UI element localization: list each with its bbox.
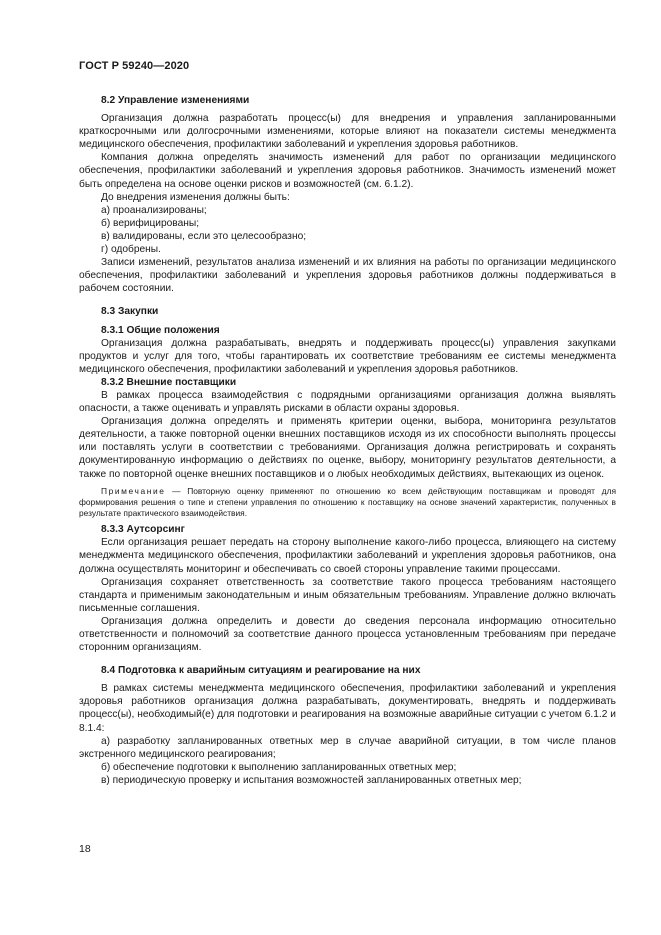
section-heading-8-3: 8.3 Закупки — [101, 306, 159, 318]
list-item: а) разработку запланированных ответных мер в случае аварийной ситуации, в том числе планов экстренного медицинского реагирования; — [79, 735, 616, 760]
note — [79, 486, 616, 520]
document-header: ГОСТ Р 59240—2020 — [79, 60, 190, 72]
list-item: в) периодическую проверку и испытания возможностей запланированных ответных мер; — [101, 774, 522, 786]
page-body — [79, 94, 616, 787]
paragraph: До внедрения изменения должны быть: — [101, 191, 290, 203]
paragraph: Организация должна определить и довести до сведения персонала информацию относительно ответственности и полномочий за соответствие данного процесса установленным требованиям при передаче сторонним организациям. — [79, 615, 616, 654]
note-label: Примечание — [101, 485, 166, 496]
paragraph: Записи изменений, результатов анализа изменений и их влияния на работы по организации медицинского обеспечения, профилактики заболеваний и укрепления здоровья работников должны поддерживаться в рабочем состоянии. — [79, 257, 616, 295]
paragraph: Организация сохраняет ответственность за соответствие такого процесса требованиям настоящего стандарта и применимым законодательным и иным обязательным требованиям. Управление должно включать письменные соглашения. — [79, 576, 616, 614]
section-heading-8-3-1: 8.3.1 Общие положения — [101, 324, 220, 336]
paragraph: Организация должна определять и применять критерии оценки, выбора, мониторинга результатов деятельности, а также повторной оценки внешних поставщиков исходя из их способности выполнять процессы или поставлять услуги в соответствии с требованиями. Организация должна регистрировать и сохранять документированную информацию о действиях по оценке, выбору, мониторингу результатов деятельности, а также по повторной оценке внешних поставщиков и о любых необходимых действиях, вытекающих из оценок. — [79, 416, 616, 480]
paragraph: Компания должна определять значимость изменений для работ по организации медицинского обеспечения, профилактики заболеваний и укрепления здоровья работников. Значимость изменений может быть определена на основе оценки рисков и возможностей (см. 6.1.2). — [79, 152, 616, 190]
paragraph: Организация должна разрабатывать, внедрять и поддерживать процесс(ы) управления закупками продуктов и услуг для того, чтобы гарантировать их соответствие требованиям ее системы менеджмента медицинского обеспечения, профилактики заболеваний и укрепления здоровья работников. — [79, 337, 616, 375]
page-number: 18 — [79, 843, 91, 855]
section-heading-8-3-3: 8.3.3 Аутсорсинг — [101, 524, 185, 536]
list-item: б) верифицированы; — [101, 217, 200, 229]
list-item: г) одобрены. — [101, 244, 161, 256]
list-item: в) валидированы, если это целесообразно; — [101, 230, 307, 242]
list-item: б) обеспечение подготовки к выполнению запланированных ответных мер; — [101, 761, 457, 773]
paragraph: В рамках системы менеджмента медицинского обеспечения, профилактики заболеваний и укрепления здоровья работников организация должна разрабатывать, документировать, внедрять и поддерживать процесс(ы), необходимый(е) для подготовки и реагирования на возможные аварийные ситуации с учетом 6.1.2 и 8.1.4: — [79, 683, 616, 734]
list-item: а) проанализированы; — [101, 204, 207, 216]
paragraph: В рамках процесса взаимодействия с подрядными организациями организация должна выявлять опасности, а также оценивать и управлять рисками в области охраны здоровья. — [79, 389, 616, 415]
section-heading-8-4: 8.4 Подготовка к аварийным ситуациям и реагирование на них — [101, 665, 421, 677]
section-heading-8-3-2: 8.3.2 Внешние поставщики — [101, 376, 237, 388]
section-heading-8-2: 8.2 Управление изменениями — [101, 95, 250, 106]
paragraph: Если организация решает передать на сторону выполнение какого-либо процесса, влияющего на систему менеджмента медицинского обеспечения, профилактики заболеваний и укрепления здоровья работников, она должна осуществлять мониторинг и обеспечивать со своей стороны управление такими процессами. — [79, 537, 616, 575]
note-text: — Повторную оценку применяют по отношению ко всем действующим поставщикам и проводят для формирования решения о типе и степени управления по отношению к поставщику на основе значений характеристик, полученных в результате практического взаимодействия. — [79, 485, 616, 519]
paragraph: Организация должна разработать процесс(ы) для внедрения и управления запланированными краткосрочными или долгосрочными изменениями, которые влияют на показатели системы менеджмента медицинского обеспечения, профилактики заболеваний и укрепления здоровья работников. — [79, 113, 616, 151]
